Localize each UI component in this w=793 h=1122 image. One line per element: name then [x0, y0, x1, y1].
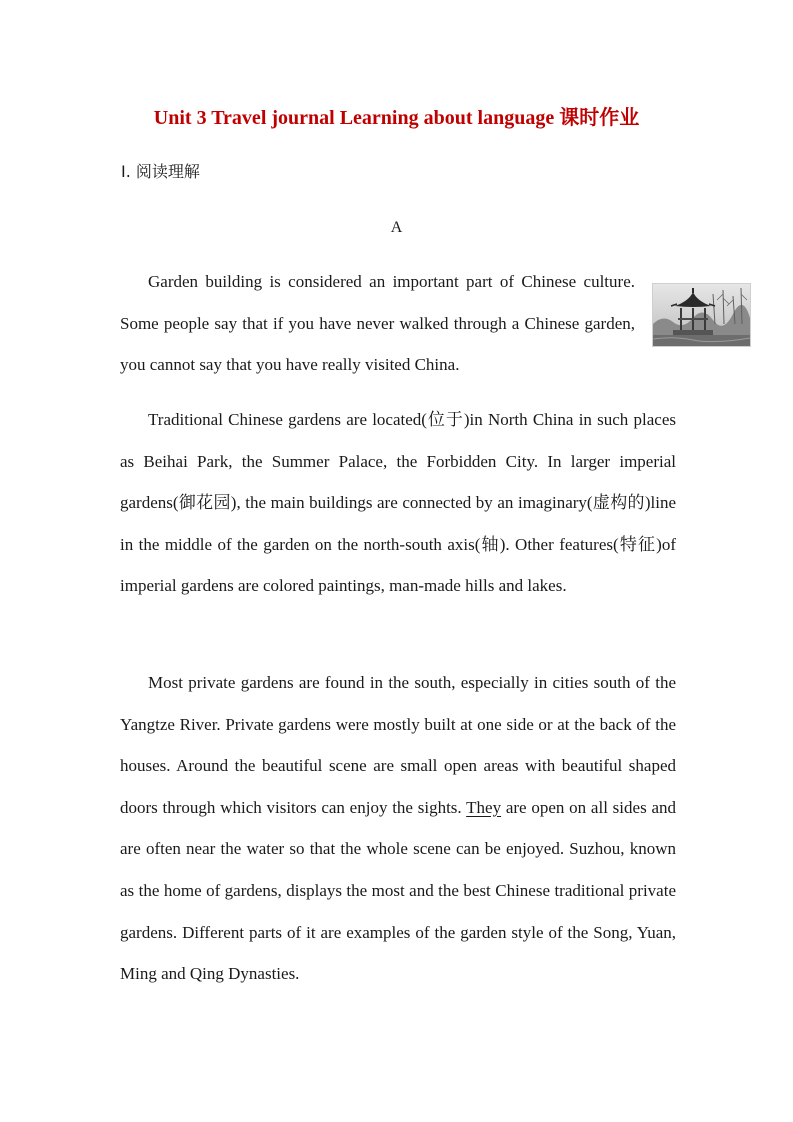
paragraph-1-text: Garden building is considered an important part of Chinese culture. Some people say that if you have never walked through a Chinese garden, you cannot say that you have really visited China.: [120, 272, 635, 375]
paragraph-2-text: Traditional Chinese gardens are located(位于)in North China in such places as Beihai Park, the Summer Palace, the Forbidden City. In larger imperial gardens(御花园), the main buildings are connected by an imaginary(虚构的)line in the middle of the garden on the north-south axis(轴). Other features(特征)of imperial gardens are colored paintings, man-made hills and lakes.: [120, 410, 676, 596]
paragraph-2: [120, 399, 676, 607]
underlined-word: They: [466, 797, 502, 817]
paragraph-3: [120, 662, 676, 995]
paragraph-3-text-after: are open on all sides and are often near the water so that the whole scene can be enjoyed. Suzhou, known as the home of gardens, displays the most and the best Chinese traditional private gardens. Different parts of it are examples of the garden style of the Song, Yuan, Ming and Qing Dynasties.: [120, 797, 676, 984]
page-title: Unit 3 Travel journal Learning about language 课时作业: [153, 107, 640, 129]
paragraph-1: [120, 261, 635, 386]
paragraph-3-text-before: Most private gardens are found in the south, especially in cities south of the Yangtze River. Private gardens were mostly built at one side or at the back of the houses. Around the beautiful scene are small open areas with beautiful shaped doors through which visitors can enjoy the sights.: [120, 673, 676, 817]
passage-label: A: [390, 219, 403, 236]
pavilion-photo: [652, 283, 751, 347]
section-heading: Ⅰ. 阅读理解: [121, 162, 200, 181]
